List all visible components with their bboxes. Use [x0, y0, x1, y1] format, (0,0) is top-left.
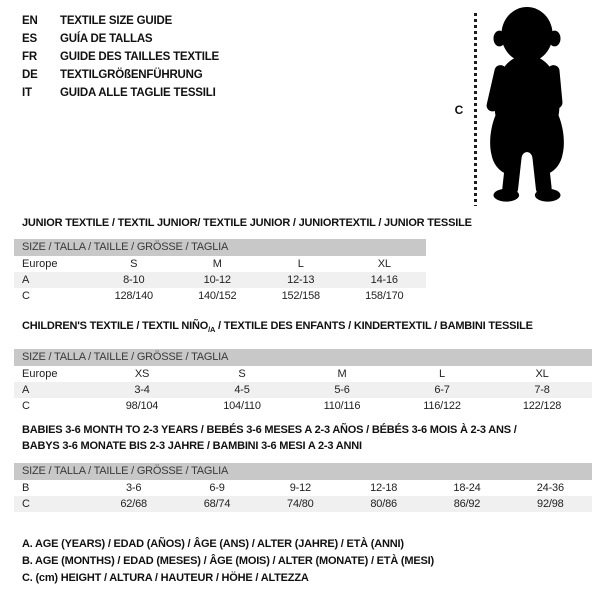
table-row [14, 256, 426, 272]
size-cell: 18-24 [453, 482, 481, 494]
size-header-band: SIZE / TALLA / TAILLE / GRÖSSE / TAGLIA [14, 463, 592, 480]
row-label: Europe [22, 368, 58, 381]
language-item [22, 48, 219, 66]
size-cell: 3-6 [126, 482, 142, 494]
table-title [14, 422, 517, 438]
size-cell: 110/116 [323, 400, 361, 413]
row-label: C [22, 498, 30, 510]
size-cell: 158/170 [365, 290, 404, 302]
table-row [14, 480, 592, 496]
size-cell: 62/68 [120, 498, 147, 510]
height-measure-line [474, 13, 477, 206]
language-item [22, 30, 219, 48]
row-label: A [22, 384, 30, 397]
size-cell: 3-4 [134, 384, 150, 397]
table-row [14, 272, 426, 288]
size-table-3 [14, 422, 592, 512]
size-cell: XL [535, 368, 549, 381]
size-cell: M [337, 368, 347, 381]
size-cell: L [297, 258, 304, 270]
height-marker-label: C [454, 103, 464, 117]
size-cell: 116/122 [423, 400, 461, 413]
size-cell: S [130, 258, 138, 270]
size-header-band: SIZE / TALLA / TAILLE / GRÖSSE / TAGLIA [14, 349, 592, 366]
table-title-text: BABIES 3-6 MONTH TO 2-3 YEARS / BEBÉS 3-6 MESES A 2-3 AÑOS / BÉBÉS 3-6 MOIS À 2-3 ANS / [22, 424, 517, 436]
size-cell: XL [377, 258, 391, 270]
table-title-text: JUNIOR TEXTILE / TEXTIL JUNIOR/ TEXTILE JUNIOR / JUNIORTEXTIL / JUNIOR TESSILE [22, 217, 472, 229]
row-label: C [22, 290, 30, 302]
size-cell: 12-13 [287, 274, 315, 286]
footnote-line: A. AGE (YEARS) / EDAD (AÑOS) / ÂGE (ANS) / ALTER (JAHRE) / ETÀ (ANNI) [22, 538, 404, 550]
size-cell: 80/86 [370, 498, 397, 510]
size-cell: 74/80 [287, 498, 314, 510]
language-label: TEXTILE SIZE GUIDE [60, 15, 173, 27]
table-row [14, 382, 592, 398]
table-title-subscript: /A [208, 325, 216, 335]
row-label: B [22, 482, 30, 494]
language-code: FR [22, 51, 37, 63]
table-title-line2: BABYS 3-6 MONATE BIS 2-3 JAHRE / BAMBINI 3-6 MESI A 2-3 ANNI [22, 440, 362, 452]
size-cell: 9-12 [289, 482, 311, 494]
footnote-line: B. AGE (MONTHS) / EDAD (MESES) / ÂGE (MOIS) / ALTER (MONATE) / ETÀ (MESI) [22, 555, 434, 567]
language-item [22, 84, 219, 102]
table-title [14, 318, 533, 338]
size-cell: 5-6 [334, 384, 350, 397]
size-cell: 140/152 [198, 290, 237, 302]
size-cell: 122/128 [522, 400, 562, 413]
table-title [14, 215, 472, 231]
table-row [14, 496, 592, 512]
size-cell: L [439, 368, 445, 381]
size-cell: XS [134, 368, 150, 381]
size-cell: 6-9 [209, 482, 225, 494]
size-cell: 12-18 [370, 482, 398, 494]
language-label: TEXTILGRÖßENFÜHRUNG [60, 69, 203, 81]
row-label: A [22, 274, 30, 286]
size-cell: 86/92 [453, 498, 481, 510]
baby-silhouette-icon [482, 5, 572, 207]
size-cell: 104/110 [223, 400, 261, 413]
language-item [22, 12, 219, 30]
footnote-line: C. (cm) HEIGHT / ALTURA / HAUTEUR / HÖHE / ALTEZZA [22, 572, 309, 584]
language-item [22, 66, 219, 84]
size-table-2 [14, 318, 592, 414]
size-cell: 128/140 [114, 290, 153, 302]
row-label: Europe [22, 258, 58, 270]
table-row [14, 288, 426, 304]
size-header-band: SIZE / TALLA / TAILLE / GRÖSSE / TAGLIA [14, 239, 426, 256]
table-row [14, 398, 592, 414]
size-cell: 92/98 [537, 498, 564, 510]
size-table-1 [14, 215, 472, 304]
language-code: EN [22, 15, 38, 27]
language-list [22, 12, 219, 102]
size-cell: 4-5 [234, 384, 250, 397]
language-label: GUIDE DES TAILLES TEXTILE [60, 51, 219, 63]
size-cell: 6-7 [434, 384, 450, 397]
size-cell: 14-16 [370, 274, 398, 286]
language-label: GUIDA ALLE TAGLIE TESSILI [60, 87, 216, 99]
size-cell: 8-10 [123, 274, 145, 286]
size-cell: S [238, 368, 246, 381]
row-label: C [22, 400, 30, 413]
size-cell: 68/74 [203, 498, 231, 510]
size-cell: M [212, 258, 222, 270]
table-row [14, 366, 592, 382]
size-cell: 24-36 [536, 482, 564, 494]
table-title-text: / TEXTILE DES ENFANTS / KINDERTEXTIL / BAMBINI TESSILE [215, 320, 533, 332]
footnotes [22, 536, 434, 587]
language-code: ES [22, 33, 37, 45]
language-code: IT [22, 87, 32, 99]
language-code: DE [22, 69, 38, 81]
size-cell: 7-8 [534, 384, 550, 397]
size-cell: 98/104 [125, 400, 159, 413]
table-title-text: CHILDREN'S TEXTILE / TEXTIL NIÑO [22, 320, 209, 332]
size-cell: 10-12 [203, 274, 231, 286]
size-cell: 152/158 [281, 290, 320, 302]
language-label: GUÍA DE TALLAS [60, 33, 153, 45]
